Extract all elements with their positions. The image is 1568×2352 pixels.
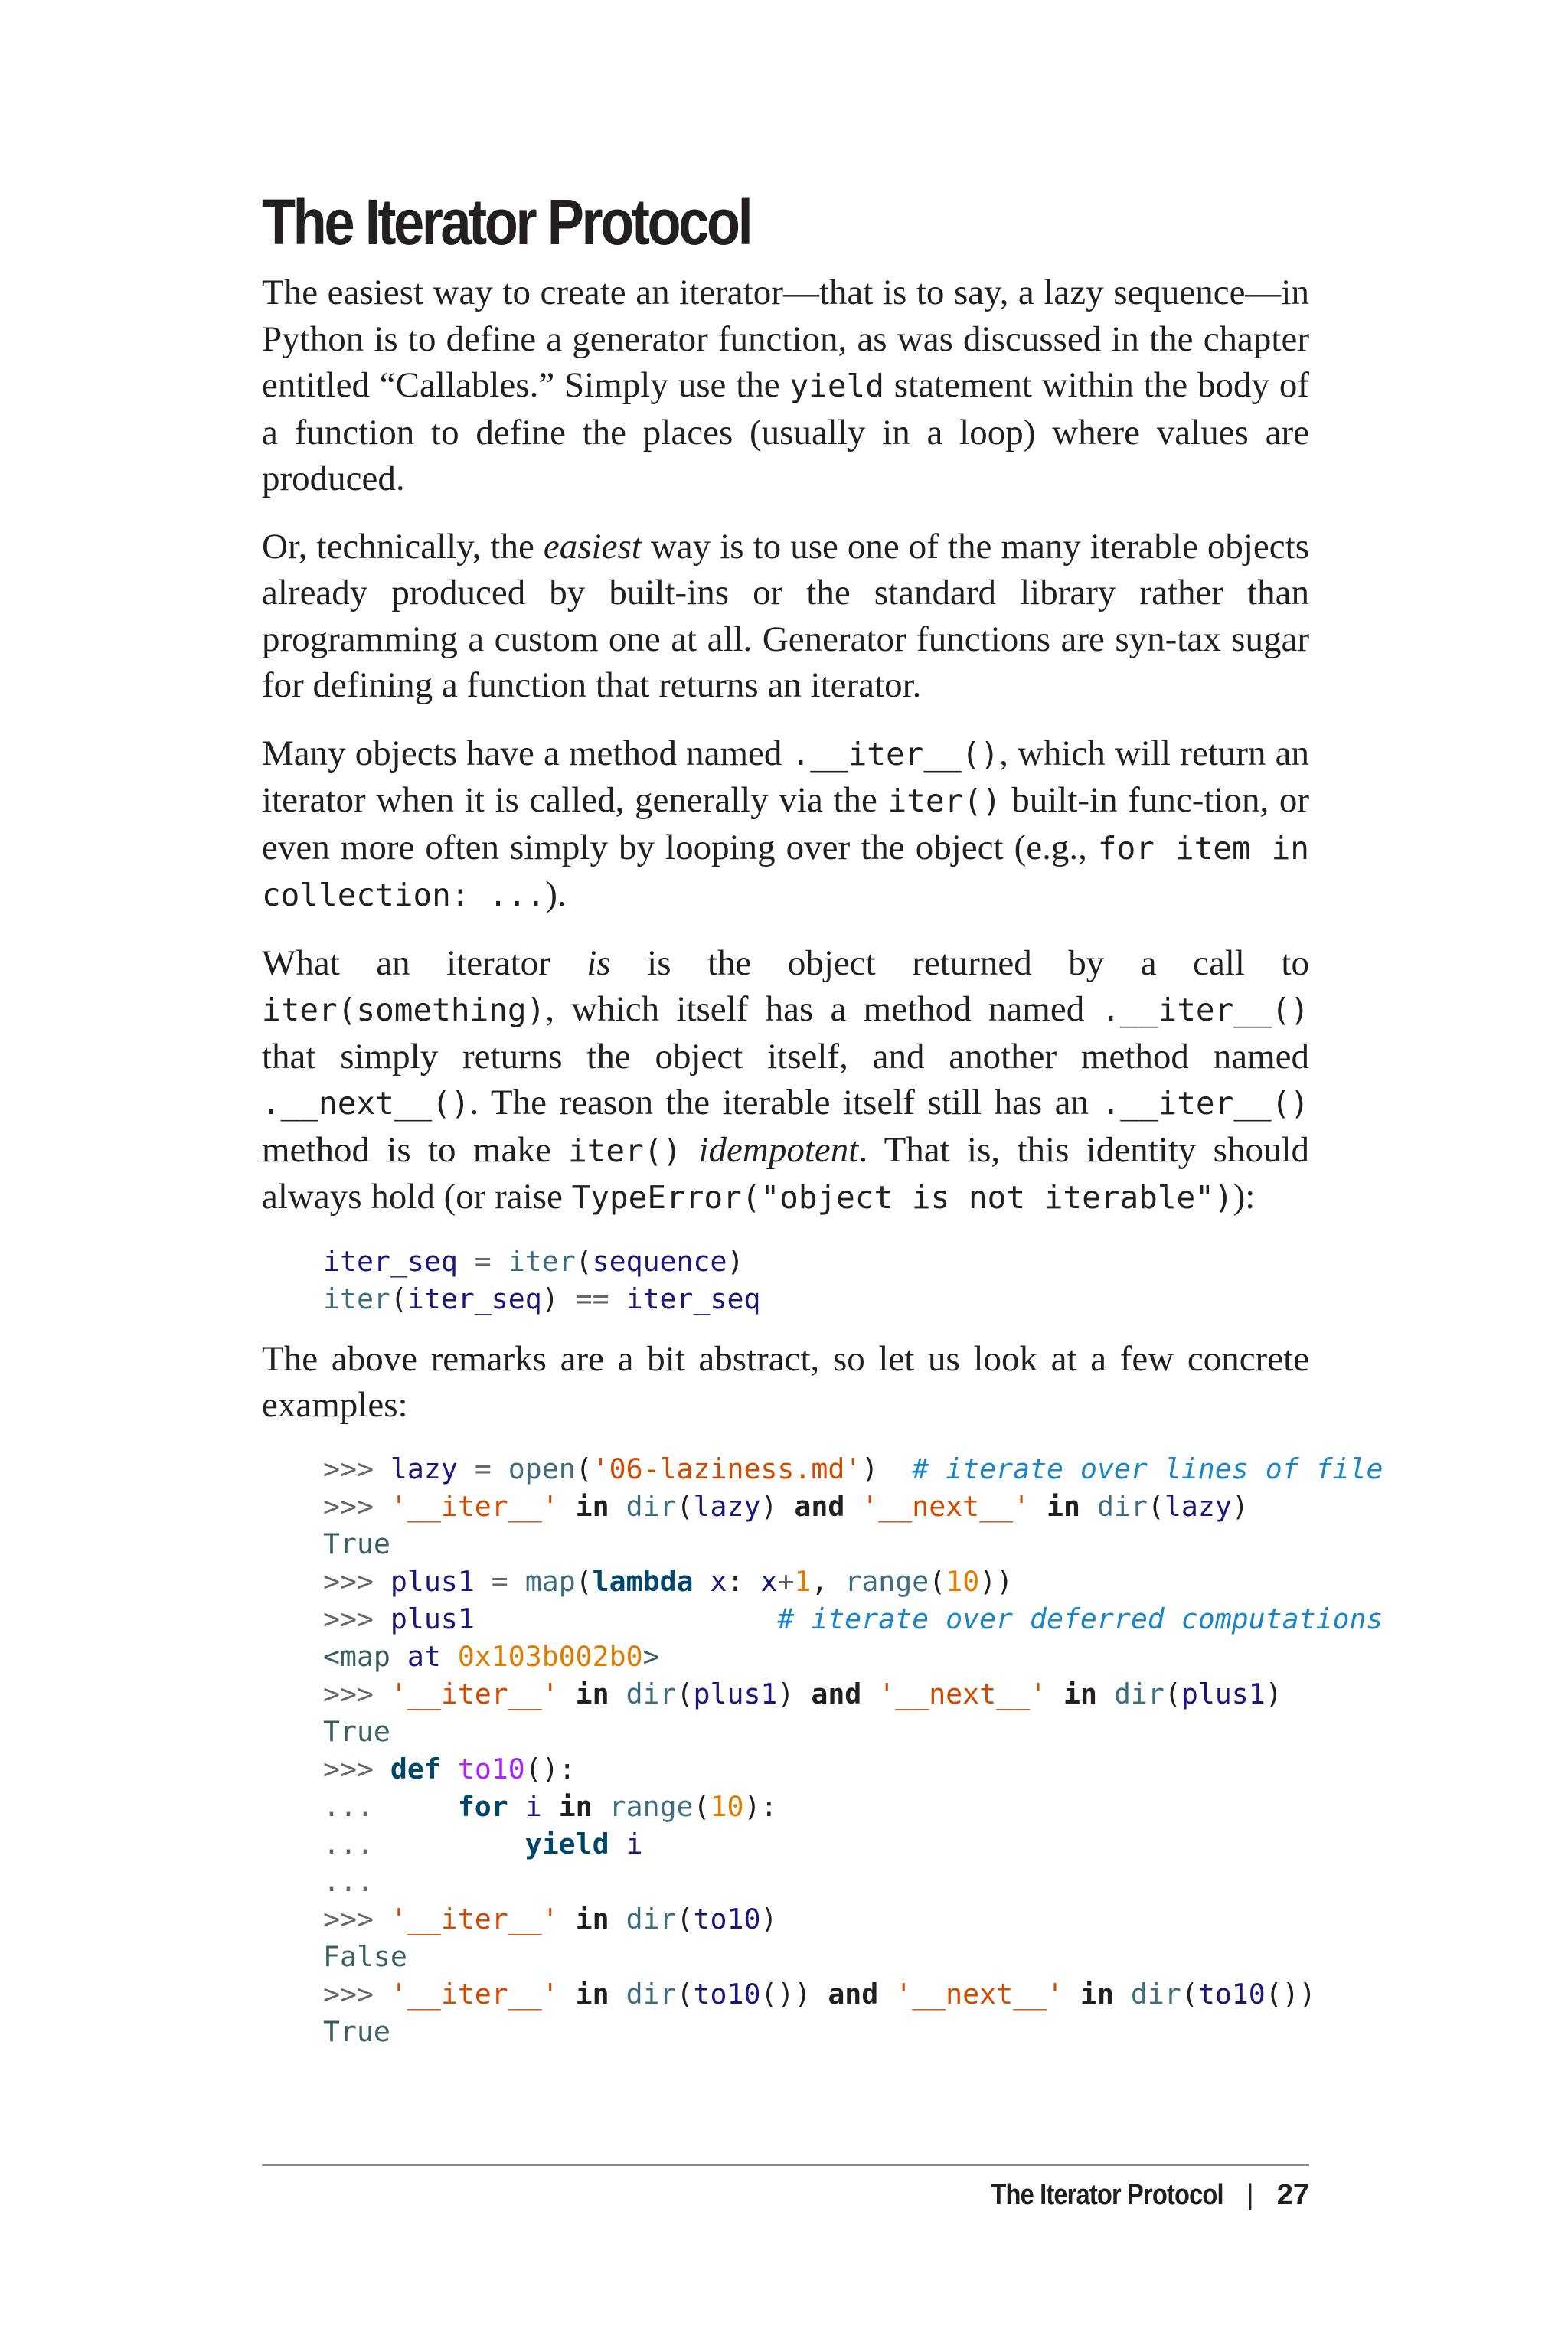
code-line: >>> def to10(): <box>323 1752 576 1785</box>
section-heading: The Iterator Protocol <box>262 186 751 258</box>
code-line: ... yield i <box>323 1827 643 1860</box>
footer-divider <box>262 2164 1309 2166</box>
text-run: Or, technically, the <box>262 526 544 567</box>
code-block-examples <box>323 1450 1383 2050</box>
text-run: statement within the body of a function to define the places (usually in a loop) where values are produced. <box>262 365 1309 498</box>
inline-code: yield <box>789 368 884 404</box>
text-run: . That is, this identity should always hold (or raise <box>262 1129 1310 1217</box>
code-line: >>> plus1 # iterate over deferred computations <box>323 1602 1383 1635</box>
text-run: ): <box>1233 1177 1256 1217</box>
code-line: ... for i in range(10): <box>323 1789 778 1823</box>
paragraph-5: The above remarks are a bit abstract, so let us look at a few concrete examples: <box>262 1338 1309 1425</box>
text-run: built-in func-tion, or even more often simply by looping over the object (e.g., <box>262 780 1309 867</box>
text-run: , which will return an iterator when it is called, generally via the <box>262 733 1310 820</box>
text-run: , which itself has a method named <box>545 989 1102 1029</box>
code-line: >>> plus1 = map(lambda x: x+1, range(10)) <box>323 1564 1014 1598</box>
code-line: >>> lazy = open('06-laziness.md') # iterate over lines of file <box>323 1452 1383 1485</box>
inline-code: .__iter__() <box>1101 1085 1309 1122</box>
inline-code: iter() <box>887 782 1001 819</box>
text-column <box>262 175 1383 2069</box>
inline-code: iter() <box>568 1132 682 1169</box>
page-footer <box>953 2176 1309 2214</box>
inline-code: for item in collection: ... <box>262 829 1309 913</box>
code-line: ... <box>323 1864 374 1898</box>
code-block-identity <box>323 1243 1309 1318</box>
footer-separator: | <box>1246 2178 1254 2211</box>
paragraph-1 <box>262 270 1309 502</box>
text-run: The easiest way to create an iterator—that is to say, a lazy sequence—in Python is to define a generator function, as was discussed in the chapter entitled “Callables.” Simply use the <box>262 273 1309 405</box>
paragraph-2 <box>262 524 1309 709</box>
code-line: iter(iter_seq) == iter_seq <box>323 1282 761 1315</box>
text-run: that simply returns the object itself, and another method named <box>262 1036 1309 1076</box>
inline-code: .__next__() <box>262 1085 470 1122</box>
inline-code: .__iter__() <box>791 735 1000 773</box>
code-line: False <box>323 1939 407 1973</box>
text-run: way is to use one of the many iterable objects already produced by built-ins or the standard library rather than programming a custom one at all. Generator functions are syn-tax sugar for defining a function that returns an iterator. <box>262 526 1309 705</box>
code-line: True <box>323 1714 390 1748</box>
footer-section-title: The Iterator Protocol <box>991 2178 1223 2211</box>
text-run: is the object returned by a call to <box>610 942 1309 983</box>
text-run: method is to make <box>262 1129 569 1170</box>
emphasis: is <box>586 942 611 983</box>
text-run <box>681 1130 698 1170</box>
code-line: >>> '__iter__' in dir(lazy) and '__next__' in dir(lazy) <box>323 1489 1249 1523</box>
page-number: 27 <box>1276 2178 1309 2211</box>
code-line: iter_seq = iter(sequence) <box>323 1244 744 1278</box>
inline-code: TypeError("object is not iterable") <box>571 1179 1233 1216</box>
text-run: ). <box>545 874 567 914</box>
emphasis: easiest <box>543 526 642 567</box>
code-line: True <box>323 2014 390 2048</box>
code-line: >>> '__iter__' in dir(plus1) and '__next__' in dir(plus1) <box>323 1677 1282 1710</box>
text-run: Many objects have a method named <box>262 733 792 773</box>
text-run: . The reason the iterable itself still has an <box>469 1083 1102 1122</box>
emphasis: idempotent <box>698 1129 859 1170</box>
code-line: True <box>323 1527 390 1560</box>
inline-code: iter(something) <box>262 991 546 1028</box>
code-line: >>> '__iter__' in dir(to10()) and '__next__' in dir(to10()) <box>323 1977 1316 2011</box>
paragraph-4 <box>262 940 1309 1221</box>
code-line: >>> '__iter__' in dir(to10) <box>323 1902 778 1936</box>
code-line: <map at 0x103b002b0> <box>323 1639 660 1673</box>
inline-code: .__iter__() <box>1101 991 1309 1028</box>
text-run: What an iterator <box>262 942 587 983</box>
paragraph-3 <box>262 730 1309 919</box>
